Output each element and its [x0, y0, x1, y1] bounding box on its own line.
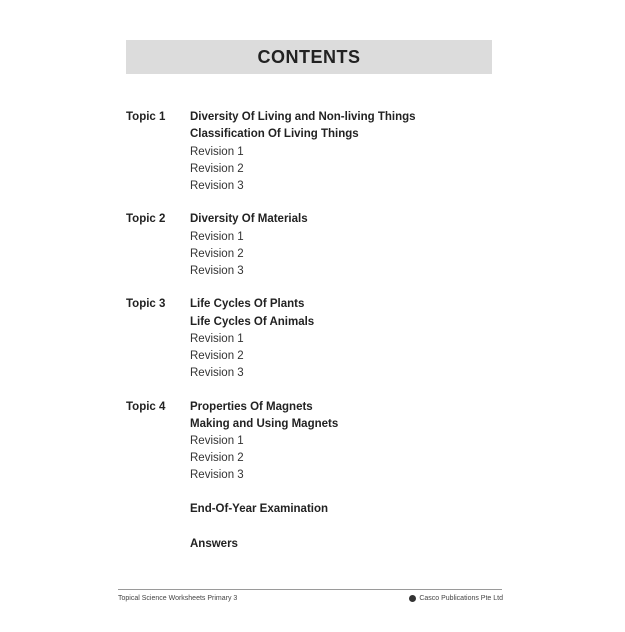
- topic-1-revision-1[interactable]: Revision 1: [190, 146, 244, 158]
- topic-2-revision-2[interactable]: Revision 2: [190, 248, 244, 260]
- page-title: CONTENTS: [257, 46, 361, 67]
- topic-2-chapter-1[interactable]: Diversity Of Materials: [190, 213, 308, 225]
- answers-entry[interactable]: Answers: [190, 538, 238, 550]
- topic-3-revision-3[interactable]: Revision 3: [190, 367, 244, 379]
- footer-publisher-name: Casco Publications Pte Ltd: [419, 595, 503, 602]
- topic-4-revision-3[interactable]: Revision 3: [190, 469, 244, 481]
- topic-2-revision-1[interactable]: Revision 1: [190, 231, 244, 243]
- topic-3-chapter-1[interactable]: Life Cycles Of Plants: [190, 298, 305, 310]
- topic-4-chapter-1[interactable]: Properties Of Magnets: [190, 401, 313, 413]
- publisher-logo-icon: [409, 595, 416, 602]
- topic-1-chapter-2[interactable]: Classification Of Living Things: [190, 128, 359, 140]
- footer-book-title: Topical Science Worksheets Primary 3: [118, 595, 238, 602]
- topic-1-revision-3[interactable]: Revision 3: [190, 180, 244, 192]
- footer-publisher: [409, 595, 503, 602]
- topic-1-chapter-1[interactable]: Diversity Of Living and Non-living Things: [190, 111, 416, 123]
- topic-3-revision-1[interactable]: Revision 1: [190, 333, 244, 345]
- topic-2-label: Topic 2: [126, 213, 166, 225]
- exam-entry[interactable]: End-Of-Year Examination: [190, 503, 329, 515]
- topic-4-label: Topic 4: [126, 401, 166, 413]
- topic-4-chapter-2[interactable]: Making and Using Magnets: [190, 418, 339, 430]
- topic-4-revision-1[interactable]: Revision 1: [190, 435, 244, 447]
- topic-1-label: Topic 1: [126, 111, 166, 123]
- topic-4-revision-2[interactable]: Revision 2: [190, 452, 244, 464]
- footer-divider: [118, 589, 502, 590]
- topic-3-label: Topic 3: [126, 298, 166, 310]
- topic-3-revision-2[interactable]: Revision 2: [190, 350, 244, 362]
- topic-1-revision-2[interactable]: Revision 2: [190, 163, 244, 175]
- topic-3-chapter-2[interactable]: Life Cycles Of Animals: [190, 316, 315, 328]
- topic-2-revision-3[interactable]: Revision 3: [190, 265, 244, 277]
